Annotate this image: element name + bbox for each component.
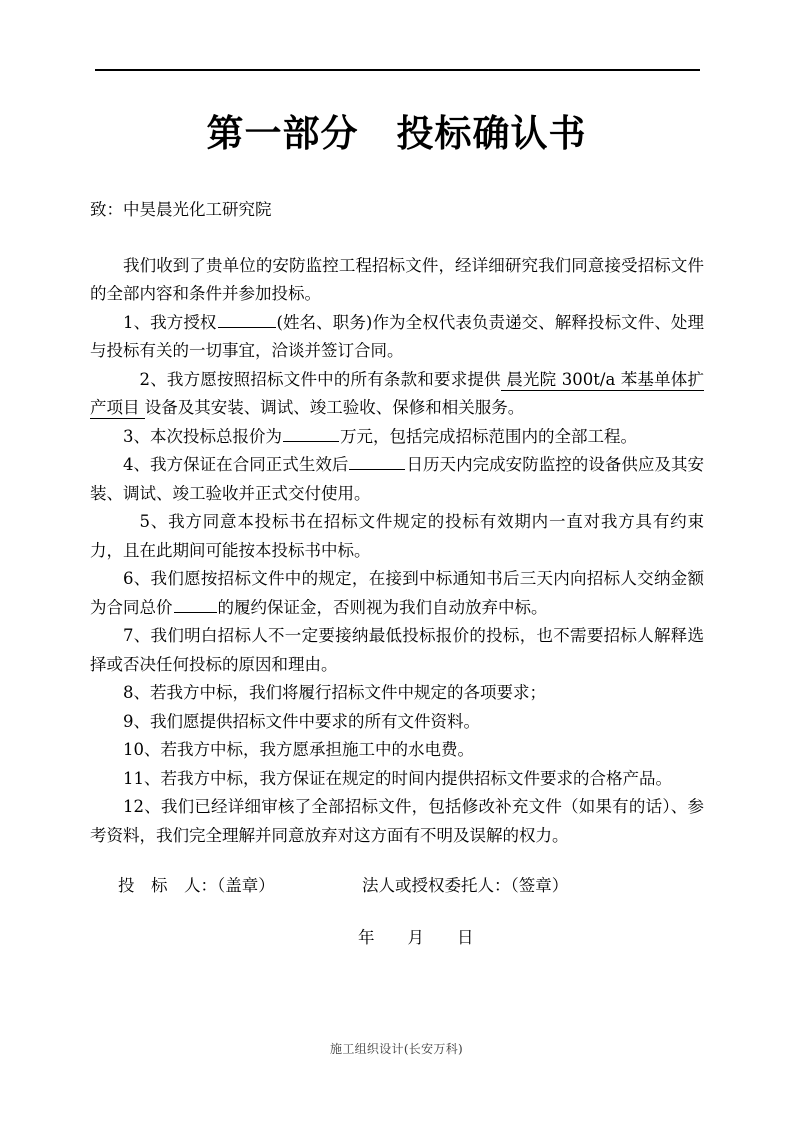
item-4-text-before: 4、我方保证在合同正式生效后: [123, 455, 349, 474]
item-4-text-after: 日历天内完成安防监控的设备供应及其安装、调试、竣工验收并正式交付使用。: [90, 455, 704, 503]
item-1-text-before: 1、我方授权: [123, 312, 217, 332]
paragraph-item-5: 5、我方同意本投标书在招标文件规定的投标有效期内一直对我方具有约束力，且在此期间可能按本投标书中标。: [90, 512, 704, 560]
paragraph-item-9: 9、我们愿提供招标文件中要求的所有文件资料。: [123, 711, 480, 731]
paragraph-item-12: 12、我们已经详细审核了全部招标文件，包括修改补充文件（如果有的话）、参考资料，我们完全理解并同意放弃对这方面有不明及误解的权力。: [90, 797, 704, 845]
blank-calendar-days[interactable]: [349, 452, 405, 470]
item-3-text-after: 万元，包括完成招标范围内的全部工程。: [340, 426, 637, 446]
signature-row: [90, 872, 704, 902]
page-footer: 施工组织设计(长安万科): [330, 1042, 463, 1056]
project-name-underlined: 晨光院 300t/a 苯基单体扩产项目: [90, 369, 704, 417]
bidder-seal-label: 投 标 人：（盖章）: [118, 876, 275, 895]
paragraph-item-6: [90, 565, 704, 622]
header-divider-rule: [95, 69, 700, 71]
paragraph-item-7: 7、我们明白招标人不一定要接纳最低投标报价的投标，也不需要招标人解释选择或否决任何投标的原因和理由。: [90, 626, 704, 674]
item-2-text-after: 设备及其安装、调试、竣工验收、保修和相关服务。: [144, 398, 525, 417]
paragraph-item-4: [90, 451, 704, 508]
item-3-text-before: 3、本次投标总报价为: [123, 426, 282, 446]
date-line: 年 月 日: [358, 928, 474, 947]
item-2-text-before: 2、我方愿按照招标文件中的所有条款和要求提供: [139, 369, 501, 389]
paragraph-item-8: 8、若我方中标，我们将履行招标文件中规定的各项要求；: [123, 683, 546, 702]
addressee-line: 致：中昊晨光化工研究院: [90, 200, 272, 219]
blank-authorized-person[interactable]: [218, 310, 276, 328]
page-title: 第一部分 投标确认书: [206, 111, 587, 155]
blank-performance-bond-percent[interactable]: [174, 595, 217, 613]
paragraph-item-3: [90, 423, 704, 452]
paragraph-item-11: 11、若我方中标，我方保证在规定的时间内提供招标文件要求的合格产品。: [123, 768, 672, 788]
item-6-text-before: 6、我们愿按招标文件中的规定，在接到中标通知书后三天内向招标人交纳金额为合同总价: [90, 569, 704, 617]
paragraph-item-2: [90, 366, 704, 423]
document-body: [90, 196, 704, 850]
paragraph-item-1: [90, 309, 704, 366]
signature-block: [90, 872, 704, 947]
item-6-text-after: 的履约保证金，否则视为我们自动放弃中标。: [217, 597, 548, 617]
representative-signature-label: 法人或授权委托人：（签章）: [362, 876, 569, 895]
paragraph-intro: 我们收到了贵单位的安防监控工程招标文件，经详细研究我们同意接受招标文件的全部内容和条件并参加投标。: [90, 255, 704, 303]
paragraph-item-10: 10、若我方中标，我方愿承担施工中的水电费。: [123, 740, 474, 759]
blank-total-price[interactable]: [283, 424, 339, 442]
item-1-text-after: (姓名、职务)作为全权代表负责递交、解释投标文件、处理与投标有关的一切事宜，洽谈并签订合同。: [90, 312, 705, 360]
